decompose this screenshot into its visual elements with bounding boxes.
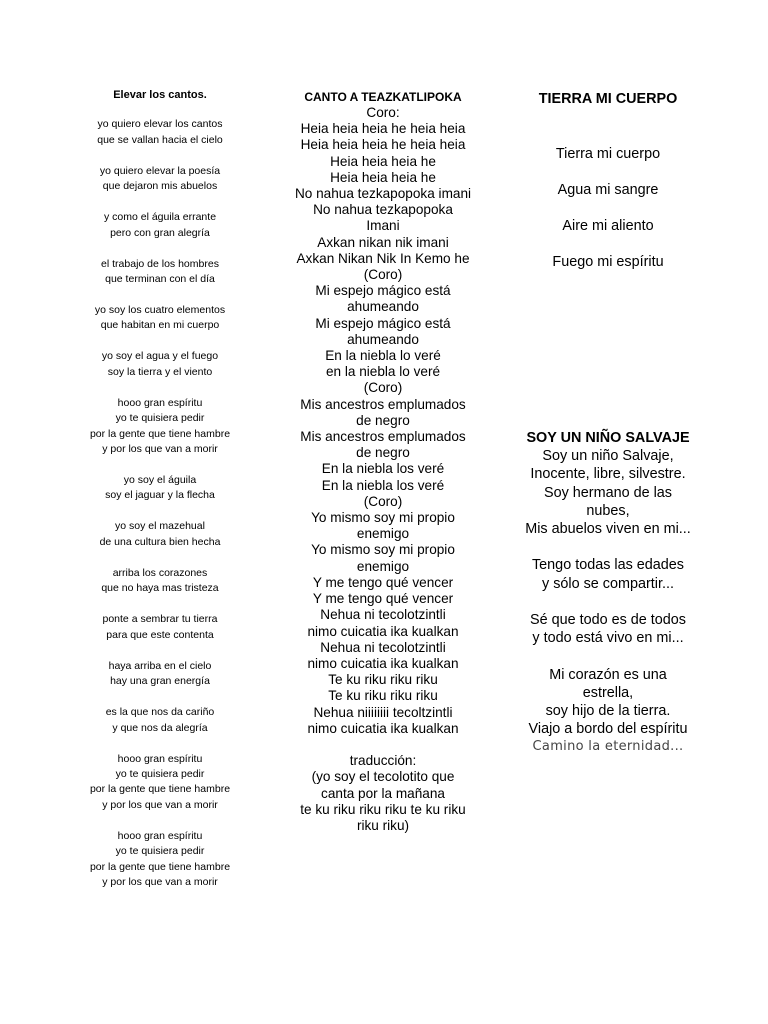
poem-line: Mis ancestros emplumados	[300, 396, 466, 412]
poem-line: Imani	[366, 218, 400, 234]
stanza	[70, 519, 250, 550]
poem-line: Camino la eternidad...	[532, 739, 684, 755]
poem-line: pero con gran alegría	[110, 226, 210, 239]
poem-line: que se vallan hacia el cielo	[97, 133, 223, 146]
poem-body	[515, 145, 701, 271]
poem-canto-a-teazkatlipoka	[280, 90, 486, 834]
poem-line: Sé que todo es de todos	[529, 612, 687, 628]
poem-line: que no haya mas tristeza	[101, 582, 219, 595]
poem-line: En la niebla los veré	[321, 461, 445, 477]
poem-line: hooo gran espíritu	[117, 752, 203, 765]
poem-line: yo te quisiera pedir	[115, 412, 205, 425]
stanza-break	[508, 593, 708, 611]
poem-line: para que este contenta	[106, 628, 214, 641]
poem-elevar-los-cantos	[70, 88, 250, 906]
stanza	[70, 612, 250, 643]
poem-line: Te ku riku riku riku	[328, 672, 438, 688]
poem-line: por la gente que tiene hambre	[89, 860, 231, 873]
poem-line: (yo soy el tecolotito que	[311, 769, 455, 785]
poem-line: que dejaron mis abuelos	[102, 180, 218, 193]
poem-line: yo soy el mazehual	[115, 520, 205, 533]
poem-line: y que nos da alegría	[112, 721, 208, 734]
poem-line: nubes,	[586, 502, 630, 519]
poem-body	[280, 105, 486, 834]
poem-line: hooo gran espíritu	[117, 396, 203, 409]
poem-line: Tengo todas las edades	[531, 557, 684, 574]
poem-line: y por los que van a morir	[102, 443, 218, 456]
poem-line: Heia heia heia he	[330, 169, 436, 185]
stanza	[70, 659, 250, 690]
poem-line: y sólo se compartir...	[542, 575, 674, 592]
poem-line: ponte a sembrar tu tierra	[102, 613, 218, 626]
poem-line: nimo cuicatia ika kualkan	[307, 720, 459, 736]
poem-line: Coro:	[366, 105, 400, 120]
poem-line: haya arriba en el cielo	[108, 659, 212, 672]
poem-line: Mi espejo mágico está	[315, 315, 451, 331]
poem-line: arriba los corazones	[112, 566, 208, 579]
poem-line: Viajo a bordo del espíritu	[528, 721, 688, 738]
poem-line: Heia heia heia he heia heia	[300, 137, 466, 153]
poem-line: Heia heia heia he	[330, 153, 436, 169]
poem-line: Axkan nikan nik imani	[317, 234, 449, 250]
stanza-break	[280, 737, 486, 753]
poem-line: soy la tierra y el viento	[107, 365, 213, 378]
poem-line: es la que nos da cariño	[105, 706, 215, 719]
stanza	[70, 117, 250, 148]
poem-line: de negro	[356, 445, 410, 461]
poem-line: y por los que van a morir	[102, 798, 218, 811]
stanza	[70, 257, 250, 288]
stanza	[70, 752, 250, 814]
stanza-break	[508, 538, 708, 556]
poem-line: (Coro)	[363, 493, 403, 509]
poem-line: Yo mismo soy mi propio	[311, 510, 455, 526]
poem-line: Axkan Nikan Nik In Kemo he	[296, 250, 470, 266]
poem-line: soy el jaguar y la flecha	[105, 489, 215, 502]
poem-line: hooo gran espíritu	[117, 829, 203, 842]
poem-line: yo quiero elevar los cantos	[97, 118, 223, 131]
stanza	[70, 164, 250, 195]
poem-line: Mi espejo mágico está	[315, 283, 451, 299]
poem-line: enemigo	[356, 558, 410, 574]
poem-line: Yo mismo soy mi propio	[311, 542, 455, 558]
poem-line: yo soy el agua y el fuego	[101, 350, 219, 363]
poem-line: que terminan con el día	[105, 273, 215, 286]
poem-line: (Coro)	[363, 267, 403, 283]
poem-line: En la niebla los veré	[321, 477, 445, 493]
poem-line: Te ku riku riku riku	[328, 688, 438, 704]
poem-line: y por los que van a morir	[102, 875, 218, 888]
poem-line: ahumeando	[347, 299, 419, 315]
poem-line: el trabajo de los hombres	[101, 257, 219, 270]
poem-line: No nahua tezkapopoka imani	[294, 186, 472, 202]
poem-line: (Coro)	[363, 380, 403, 396]
poem-line: de una cultura bien hecha	[99, 535, 221, 548]
poem-line: en la niebla lo veré	[325, 364, 441, 380]
poem-title: Elevar los cantos.	[113, 89, 207, 101]
poem-title: SOY UN NIÑO SALVAJE	[526, 430, 690, 446]
poem-line: y como el águila errante	[103, 211, 217, 224]
poem-line: Tierra mi cuerpo	[555, 146, 661, 162]
poem-soy-un-nino-salvaje	[508, 429, 708, 757]
poem-line: y todo está vivo en mi...	[532, 630, 684, 647]
poem-line: por la gente que tiene hambre	[89, 783, 231, 796]
poem-line: Aire mi aliento	[562, 218, 654, 234]
poem-line: Fuego mi espíritu	[552, 254, 664, 270]
poem-title: TIERRA MI CUERPO	[538, 91, 678, 107]
poem-line: soy hijo de la tierra.	[545, 703, 671, 719]
poem-line: Y me tengo qué vencer	[312, 591, 454, 607]
poem-tierra-mi-cuerpo	[515, 90, 701, 289]
poem-line: Nehua ni tecolotzintli	[320, 607, 446, 623]
poem-line: Agua mi sangre	[557, 182, 659, 198]
stanza	[70, 473, 250, 504]
stanza	[70, 349, 250, 380]
poem-line: En la niebla lo veré	[325, 348, 441, 364]
stanza-break	[508, 647, 708, 665]
poem-body	[508, 447, 708, 738]
poem-line: traducción:	[349, 753, 417, 769]
stanza	[70, 210, 250, 241]
poem-line: yo te quisiera pedir	[115, 767, 205, 780]
poem-title: CANTO A TEAZKATLIPOKA	[304, 90, 462, 104]
poem-line: Y me tengo qué vencer	[312, 574, 454, 590]
poem-line: yo soy el águila	[123, 474, 197, 487]
stanza	[70, 829, 250, 891]
poem-line: Mis abuelos viven en mi...	[525, 521, 691, 538]
poem-line: canta por la mañana	[321, 785, 445, 801]
poem-line: que habitan en mi cuerpo	[100, 319, 220, 332]
poem-line: yo quiero elevar la poesía	[99, 164, 221, 177]
poem-line: enemigo	[356, 526, 410, 542]
poem-line: estrella,	[582, 684, 634, 701]
poem-line: Mis ancestros emplumados	[300, 429, 466, 445]
poem-line: de negro	[356, 412, 410, 428]
stanza	[70, 566, 250, 597]
poem-line: te ku riku riku riku te ku riku	[300, 801, 466, 817]
stanza	[70, 705, 250, 736]
poem-line: hay una gran energía	[110, 675, 210, 688]
poem-line: Soy hermano de las	[544, 484, 672, 501]
stanza	[70, 396, 250, 458]
poem-line: ahumeando	[347, 331, 419, 347]
poem-body	[70, 117, 250, 890]
poem-line: nimo cuicatia ika kualkan	[307, 623, 459, 639]
poem-line: Heia heia heia he heia heia	[300, 121, 466, 137]
poem-line: nimo cuicatia ika kualkan	[307, 655, 459, 671]
poem-line: Mi corazón es una	[549, 666, 667, 683]
poem-line: Nehua ni tecolotzintli	[320, 639, 446, 655]
poem-line: Nehua niiiiiiii tecoltzintli	[313, 704, 453, 720]
poem-line: yo soy los cuatro elementos	[94, 304, 226, 317]
poem-line: No nahua tezkapopoka	[313, 202, 453, 218]
poem-line: por la gente que tiene hambre	[89, 427, 231, 440]
stanza	[70, 303, 250, 334]
poem-line: Soy un niño Salvaje,	[542, 448, 674, 465]
poem-line: riku riku)	[356, 817, 410, 833]
poem-line: Inocente, libre, silvestre.	[530, 466, 686, 483]
poem-line: yo te quisiera pedir	[115, 845, 205, 858]
